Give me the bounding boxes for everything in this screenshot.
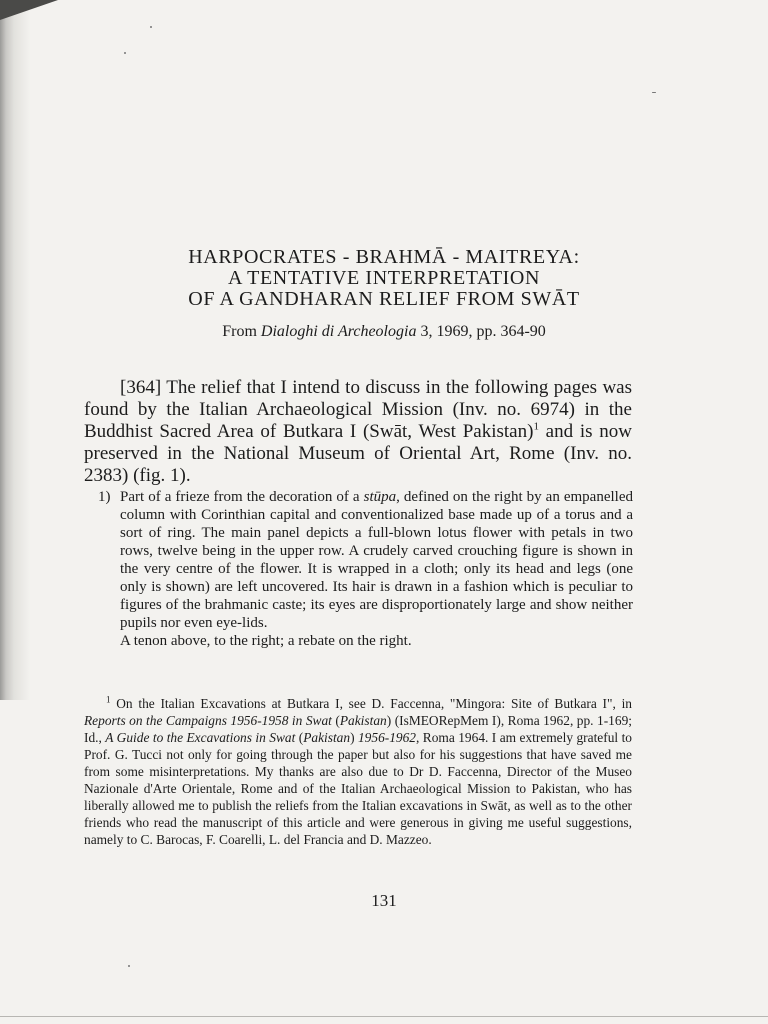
footnote-number: 1 — [106, 694, 111, 705]
body-text-a: The relief that I intend to discuss in the following pages was found by the Italian Archaeological Mission (Inv. no. 6974) in the Buddhist Sacred Area of Butkara I (Swāt, West Pakistan) — [84, 377, 632, 442]
page-number: 131 — [371, 891, 397, 910]
footnote-text-2: ( — [331, 713, 340, 728]
entry-text-a: Part of a frieze from the decoration of a — [120, 489, 364, 505]
scan-speck — [128, 965, 130, 967]
scan-speck — [124, 52, 126, 54]
binding-edge — [0, 0, 30, 700]
title-line-2: A TENTATIVE INTERPRETATION — [228, 267, 540, 289]
footnote-italic-3: A Guide to the Excavations in Swat — [105, 730, 296, 745]
scan-bottom-edge — [0, 1016, 768, 1017]
footnote-italic-4: Pakistan — [303, 730, 351, 745]
entry-text-b: , defined on the right by an empanelled column with Corinthian capital and conventionalized base made up of a torus and a sort of ring. The main panel depicts a full-blown lotus flower with petals in two rows, twelve being in the upper row. A crudely carved crouching figure is shown in the very centre of the flower. It is wrapped in a cloth; only its head and legs (one only is shown) are left uncovered. Its hair is drawn in a fashion which is peculiar to figures of the brahmanic caste; its eyes are disproportionately large and show neither pupils nor even eye-lids. — [120, 489, 633, 631]
body-text-b: and is now preserved in the National Museum of Oriental Art, Rome (Inv. no. 2383) (fig. 1). — [84, 421, 633, 486]
footnote-italic-5: 1956-1962 — [357, 730, 417, 745]
footnote-text-5: ) — [350, 730, 358, 745]
catalogue-entry — [98, 488, 633, 650]
footnote-text-4: ( — [295, 730, 304, 745]
binding-flap — [0, 0, 58, 20]
scan-speck — [150, 26, 152, 28]
entry-description — [120, 488, 633, 632]
footnote-text-3: ) (IsMEORepMem I), Roma 1962, pp. 1-169; Id., — [84, 713, 632, 745]
footnote-italic-1: Reports on the Campaigns 1956-1958 in Swat — [84, 713, 332, 728]
entry-number: 1) — [98, 489, 111, 505]
entry-tenon-note: A tenon above, to the right; a rebate on the right. — [120, 633, 412, 649]
entry-stupa: stūpa — [363, 489, 397, 505]
footnote-text-6: , Roma 1964. I am extremely grateful to Prof. G. Tucci not only for going through the paper but also for his suggestions that have saved me from some misinterpretations. My thanks are also due to Dr D. Faccenna, Director of the Museo Nazionale d'Arte Orientale, Rome and of the Italian Archaeological Mission to Pakistan, who has liberally allowed me to publish the reliefs from the Italian excavations in Swāt, as well as to the other friends who read the manuscript of this article and were generous in giving me useful suggestions, namely to C. Barocas, F. Coarelli, L. del Francia and D. Mazzeo. — [84, 730, 632, 847]
source-citation — [0, 323, 768, 341]
scan-speck — [652, 92, 656, 93]
body-paragraph — [84, 377, 632, 487]
footnote-marker: 1 — [533, 420, 539, 433]
source-prefix: From — [222, 323, 257, 340]
footnote-text-1: On the Italian Excavations at Butkara I, see D. Faccenna, "Mingora: Site of Butkara I", in — [110, 696, 632, 711]
page-reference: [364] — [120, 377, 162, 398]
title-line-3: OF A GANDHARAN RELIEF FROM SWĀT — [188, 288, 580, 310]
footnote — [84, 695, 632, 848]
title-line-1: HARPOCRATES - BRAHMĀ - MAITREYA: — [188, 246, 580, 268]
source-details: 3, 1969, pp. 364-90 — [420, 323, 546, 340]
article-title — [0, 247, 768, 310]
footnote-italic-2: Pakistan — [339, 713, 387, 728]
source-journal: Dialoghi di Archeologia — [260, 323, 417, 340]
